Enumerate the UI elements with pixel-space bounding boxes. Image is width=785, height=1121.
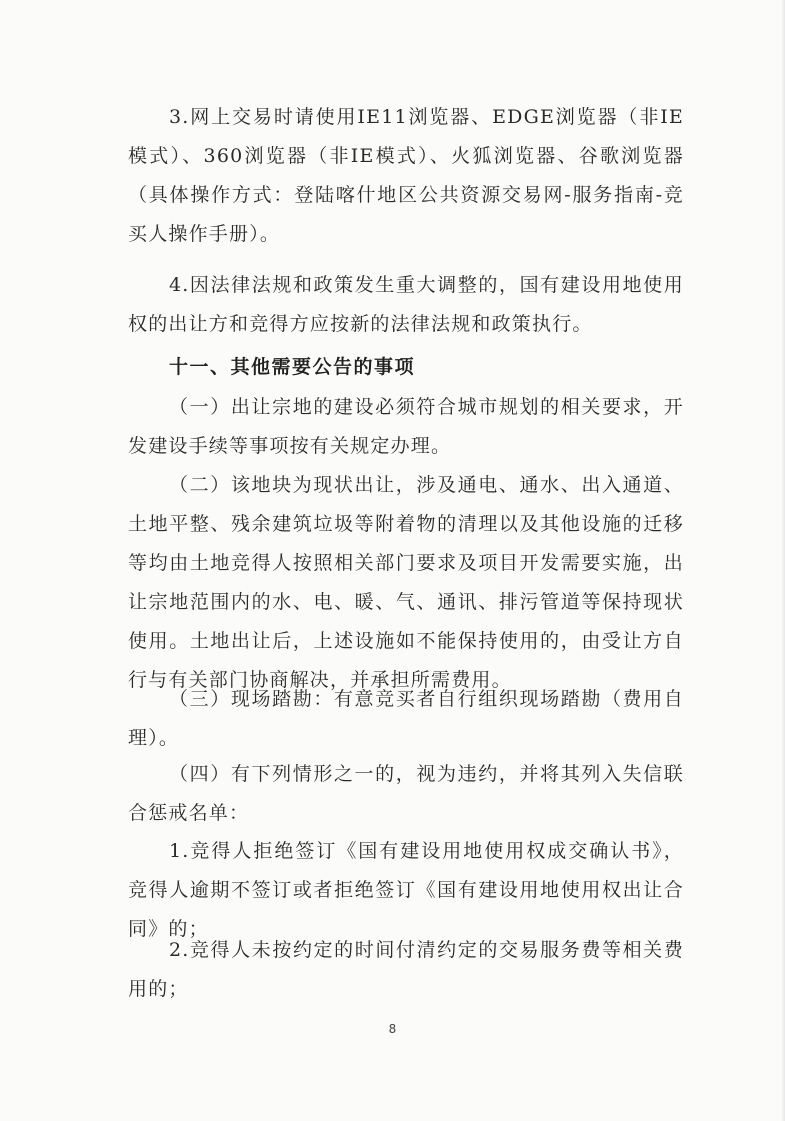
paragraph-item-2-current-status: （二）该地块为现状出让，涉及通电、通水、出入通道、土地平整、残余建筑垃圾等附着物的清理以及其他设施的迁移等均由土地竞得人按照相关部门要求及项目开发需要实施，出让宗地范围内的水、电、暖、气、通讯、排污管道等保持现状使用。土地出让后，上述设施如不能保持使用的，由受让方自行与有关部门协商解决，并承担所需费用。	[128, 474, 684, 691]
paragraph-item-3-site-survey: （三）现场踏勘：有意竞买者自行组织现场踏勘（费用自理）。	[128, 688, 684, 749]
page-number: 8	[388, 1022, 397, 1036]
paragraph-law-adjustment: 4.因法律法规和政策发生重大调整的，国有建设用地使用权的出让方和竞得方应按新的法律法规和政策执行。	[128, 274, 684, 335]
scan-edge-shadow	[781, 0, 785, 1121]
paragraph-browser-requirements: 3.网上交易时请使用IE11浏览器、EDGE浏览器（非IE模式）、360浏览器（非IE模式）、火狐浏览器、谷歌浏览器（具体操作方式：登陆喀什地区公共资源交易网-服务指南-竞买人操作手册）。	[128, 106, 684, 245]
section-heading-other-matters: 十一、其他需要公告的事项	[169, 356, 416, 378]
paragraph-breach-case-1: 1.竞得人拒绝签订《国有建设用地使用权成交确认书》，竞得人逾期不签订或者拒绝签订《国有建设用地使用权出让合同》的；	[128, 840, 684, 940]
paragraph-item-1-planning: （一）出让宗地的建设必须符合城市规划的相关要求，开发建设手续等事项按有关规定办理。	[128, 396, 684, 457]
paragraph-item-4-breach: （四）有下列情形之一的，视为违约，并将其列入失信联合惩戒名单：	[128, 763, 684, 824]
paragraph-breach-case-2: 2.竞得人未按约定的时间付清约定的交易服务费等相关费用的；	[128, 939, 684, 1000]
